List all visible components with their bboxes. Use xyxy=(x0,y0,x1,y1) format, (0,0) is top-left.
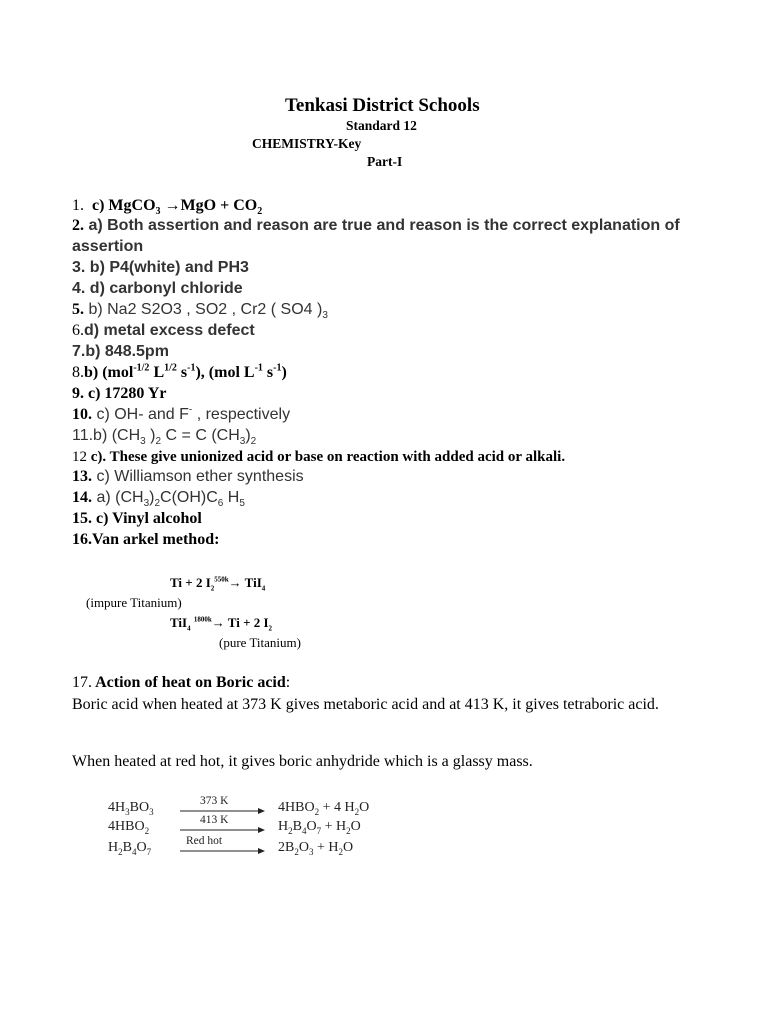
answer-15: 15. c) Vinyl alcohol xyxy=(72,510,202,527)
subject-label: CHEMISTRY-Key xyxy=(252,136,362,151)
reaction-2-arrow xyxy=(180,825,265,835)
question-17-paragraph-1: Boric acid when heated at 373 K gives metaboric acid and at 413 K, it gives tetraboric acid. xyxy=(72,696,659,713)
answer-2-line2: assertion xyxy=(72,238,144,255)
answer-5 xyxy=(72,300,328,320)
van-arkel-equation-2: TiI$_4$ $^{1800k}$→ Ti + 2 $I_2$ xyxy=(170,615,273,633)
reaction-2-product: $H_2B_4O_7 + H_2O$ xyxy=(278,819,361,836)
answer-7: 7.b) 848.5pm xyxy=(72,343,169,360)
answer-6: 6.d) metal excess defect xyxy=(72,322,255,339)
answer-8: 8.b) (mol$^{-1/2}$ $L^{1/2}$ $s^{-1}$), (mol $L^{-1}$ $s^{-1}$) xyxy=(72,362,287,381)
reaction-3-arrow xyxy=(180,846,265,856)
answer-1-text: c) MgCO$_3$ $\to MgO + CO_2$ xyxy=(92,197,263,218)
answer-14: 14. a) $(CH_3)_2C(OH)C_6$ $H_5$ xyxy=(72,489,245,510)
standard-label: Standard 12 xyxy=(346,118,417,133)
answer-5-text: b) Na2 S2O3 , SO2 , Cr2 ( SO4 )$_3$ xyxy=(84,301,328,322)
reaction-2-reactant: $4HBO_2$ xyxy=(108,819,150,836)
question-17-paragraph-2: When heated at red hot, it gives boric anhydride which is a glassy mass. xyxy=(72,753,533,770)
answer-2-line1: a) Both assertion and reason are true and reason is the correct explanation of xyxy=(84,217,680,234)
answer-2 xyxy=(72,216,702,236)
answer-4: 4. d) carbonyl chloride xyxy=(72,280,243,297)
answer-13: 13. c) Williamson ether synthesis xyxy=(72,468,304,485)
answer-3: 3. b) P4(white) and PH3 xyxy=(72,259,249,276)
pure-titanium-label: (pure Titanium) xyxy=(219,635,301,650)
reaction-1-reactant: $4H_3BO_3$ xyxy=(108,800,154,817)
answer-1-number: 1. xyxy=(72,197,84,214)
answer-11: 11.b) ($CH_3$ )$_2$ C = C $(CH_3)_2$ xyxy=(72,427,257,448)
reaction-2-condition: 413 K xyxy=(200,814,229,826)
answer-2-number: 2. xyxy=(72,217,84,234)
van-arkel-equation-1: Ti + 2 $I_2^{550k}\to TiI_4$ xyxy=(170,575,266,593)
part-label: Part-I xyxy=(367,154,403,169)
answer-5-number: 5. xyxy=(72,301,84,318)
reaction-3-product: $2B_2O_3 + H_2O$ xyxy=(278,840,354,857)
answer-16: 16.Van arkel method: xyxy=(72,531,220,548)
answer-10: 10. c) OH- and F- , respectively xyxy=(72,404,291,423)
reaction-3-condition: Red hot xyxy=(186,835,223,847)
reaction-3-reactant: $H_2B_4O_7$ xyxy=(108,840,152,857)
reaction-1-condition: 373 K xyxy=(200,795,229,807)
question-17-heading: 17. Action of heat on Boric acid: xyxy=(72,674,291,691)
document-title: Tenkasi District Schools xyxy=(285,95,480,116)
impure-titanium-label: (impure Titanium) xyxy=(86,595,182,610)
answer-9: 9. c) 17280 Yr xyxy=(72,385,167,402)
reaction-1-product: $4HBO_2 + 4$ $H_2O$ xyxy=(278,800,370,817)
answer-12: 12 c). These give unionized acid or base on reaction with added acid or alkali. xyxy=(72,449,566,465)
answer-1 xyxy=(72,196,262,216)
